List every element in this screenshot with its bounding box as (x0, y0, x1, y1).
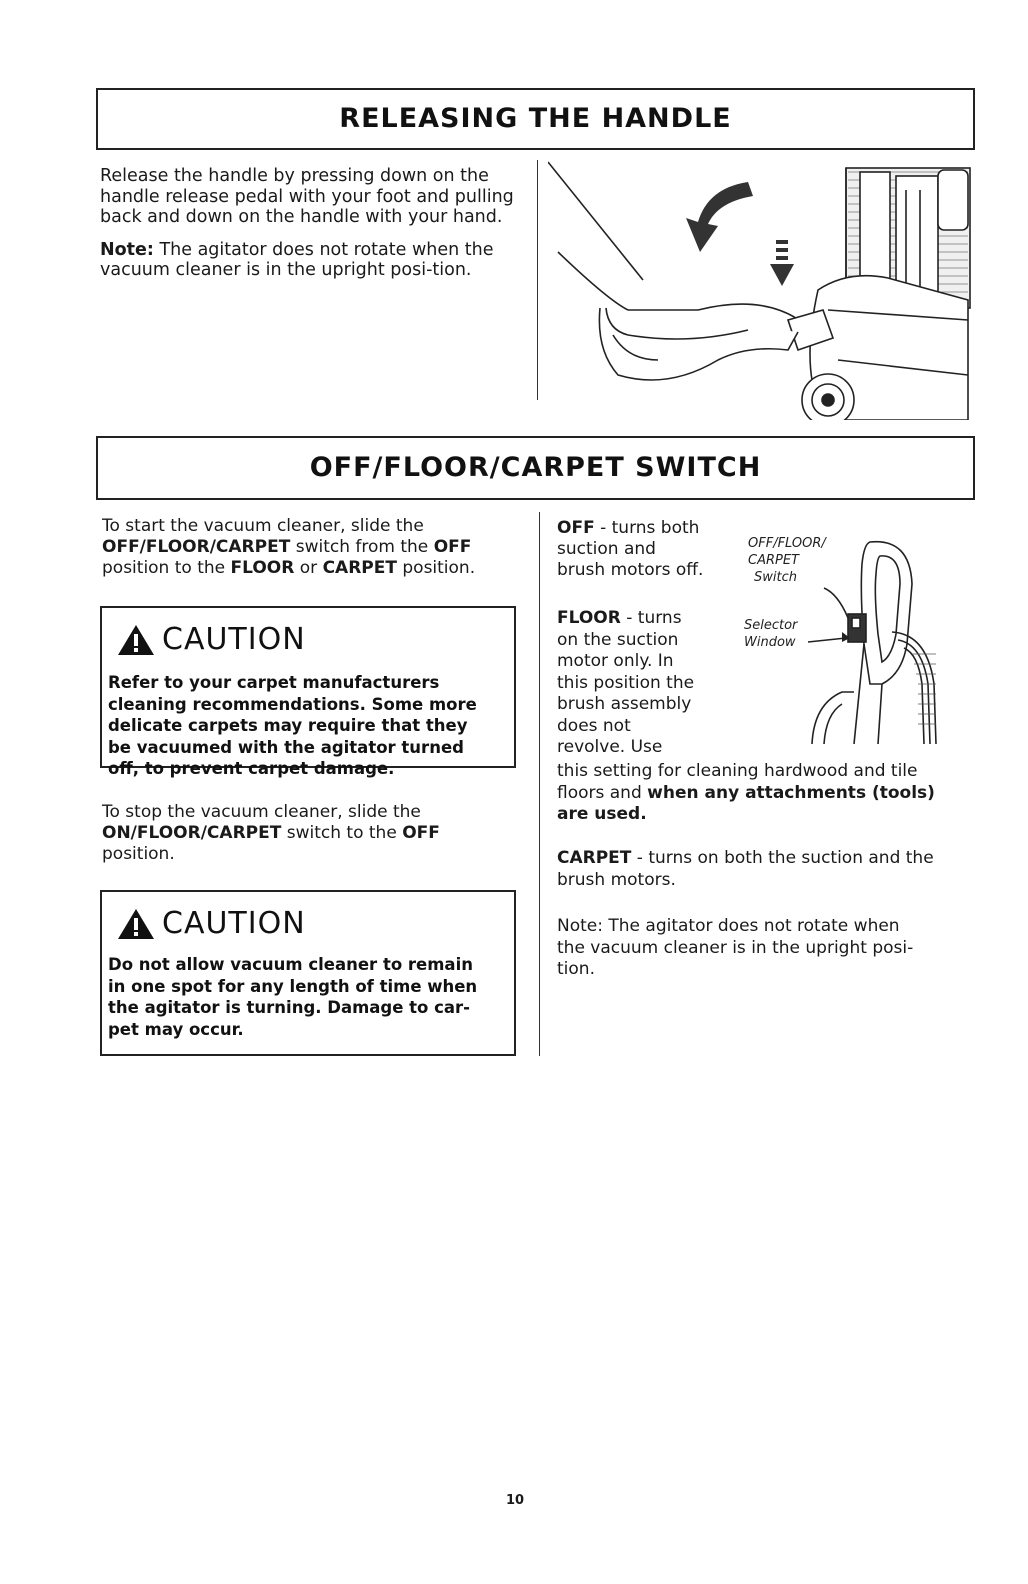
section1-divider (537, 160, 538, 400)
start-switch-name: OFF/FLOOR/CARPET (102, 537, 291, 557)
caution2-line: pet may occur. (108, 1019, 244, 1039)
stop-switch-name: ON/FLOOR/CARPET (102, 823, 282, 843)
caution-text-2 (108, 954, 504, 1040)
floor-cont-2b: when any attachments (tools) (647, 782, 935, 803)
floor-line: brush assembly (557, 694, 692, 714)
floor-line: on the suction (557, 629, 679, 650)
floor-line: revolve. Use (557, 737, 663, 757)
off-label: OFF (557, 518, 595, 538)
start-text-3: position to the (102, 558, 231, 578)
stop-text-2: switch to the (281, 823, 403, 843)
start-text-4: or (294, 558, 323, 578)
stop-text-1: To stop the vacuum cleaner, slide the (102, 802, 421, 822)
caution-label-1: CAUTION (162, 622, 306, 657)
page-number: 10 (506, 1493, 525, 1508)
caution2-line: the agitator is turning. Damage to car- (108, 998, 471, 1017)
switch-illustration (742, 534, 942, 744)
carpet-text-1: - turns on both the suction and the (631, 848, 934, 868)
stop-instructions (102, 802, 522, 865)
releasing-note-text: The agitator does not rotate when the vacuum cleaner is in the upright posi-tion. (100, 239, 494, 280)
floor-label: FLOOR (557, 608, 621, 628)
note-line: The agitator does not rotate when (602, 916, 900, 936)
section-header-releasing (96, 88, 975, 150)
note-line: the vacuum cleaner is in the upright posi- (557, 937, 914, 958)
caution-heading-2 (116, 906, 306, 941)
warning-icon (116, 623, 156, 657)
note-label: Note: (557, 916, 603, 936)
floor-cont-2a: floors and (557, 782, 648, 803)
start-instructions (102, 516, 522, 579)
section-title-switch: OFF/FLOOR/CARPET SWITCH (309, 452, 762, 483)
switch-note (557, 916, 977, 981)
carpet-text-2: brush motors. (557, 869, 676, 890)
carpet-description (557, 848, 977, 891)
start-text-1: To start the vacuum cleaner, slide the (102, 516, 424, 536)
floor-cont-3: are used. (557, 804, 647, 824)
releasing-note (100, 240, 520, 281)
switch-label-line2: CARPET (748, 553, 799, 568)
floor-line: this position the (557, 672, 695, 693)
off-line: - turns both (594, 518, 700, 538)
caution2-line: Do not allow vacuum cleaner to remain (108, 955, 473, 974)
section-title-releasing: RELEASING THE HANDLE (339, 103, 732, 134)
caution1-line: off, to prevent carpet damage. (108, 759, 395, 778)
start-floor: FLOOR (230, 558, 295, 578)
section-header-switch (96, 436, 975, 500)
caution1-line: cleaning recommendations. Some more (108, 694, 477, 714)
section2-divider (539, 512, 540, 1056)
start-text-2: switch from the (290, 537, 434, 557)
floor-description (557, 608, 747, 759)
start-off: OFF (433, 537, 472, 557)
caution2-line: in one spot for any length of time when (108, 976, 478, 996)
caution-label-2: CAUTION (162, 906, 306, 941)
releasing-note-label: Note: (100, 239, 154, 260)
off-line: brush motors off. (557, 560, 704, 580)
caution1-line: delicate carpets may require that they (108, 716, 468, 735)
stop-text-3: position. (102, 844, 175, 864)
selector-label-line1: Selector (744, 618, 798, 633)
releasing-paragraph (100, 166, 520, 281)
caution1-line: Refer to your carpet manufacturers (108, 673, 440, 692)
warning-icon (116, 907, 156, 941)
switch-label-line1: OFF/FLOOR/ (748, 536, 826, 551)
releasing-text: Release the handle by pressing down on the handle release pedal with your foot and pulling back and down on the handle with your hand. (100, 166, 514, 227)
off-description (557, 518, 747, 581)
caution-text-1 (108, 672, 504, 780)
floor-line: does not (557, 715, 631, 736)
caution-box-1 (100, 606, 516, 778)
start-carpet: CARPET (322, 558, 397, 578)
off-line: suction and (557, 539, 656, 559)
pedal-illustration (548, 160, 973, 420)
start-text-5: position. (396, 558, 476, 578)
floor-cont-1: this setting for cleaning hardwood and tile (557, 761, 918, 781)
floor-continuation (557, 761, 977, 826)
switch-label-line3: Switch (754, 570, 797, 585)
caution-heading-1 (116, 622, 306, 657)
caution-box-2 (100, 890, 516, 1056)
floor-line: motor only. In (557, 651, 674, 671)
carpet-label: CARPET (557, 848, 632, 868)
floor-line: - turns (620, 608, 682, 628)
selector-label-line2: Window (744, 635, 796, 650)
caution1-line: be vacuumed with the agitator turned (108, 737, 464, 757)
note-line: tion. (557, 959, 595, 979)
stop-off: OFF (402, 823, 440, 843)
